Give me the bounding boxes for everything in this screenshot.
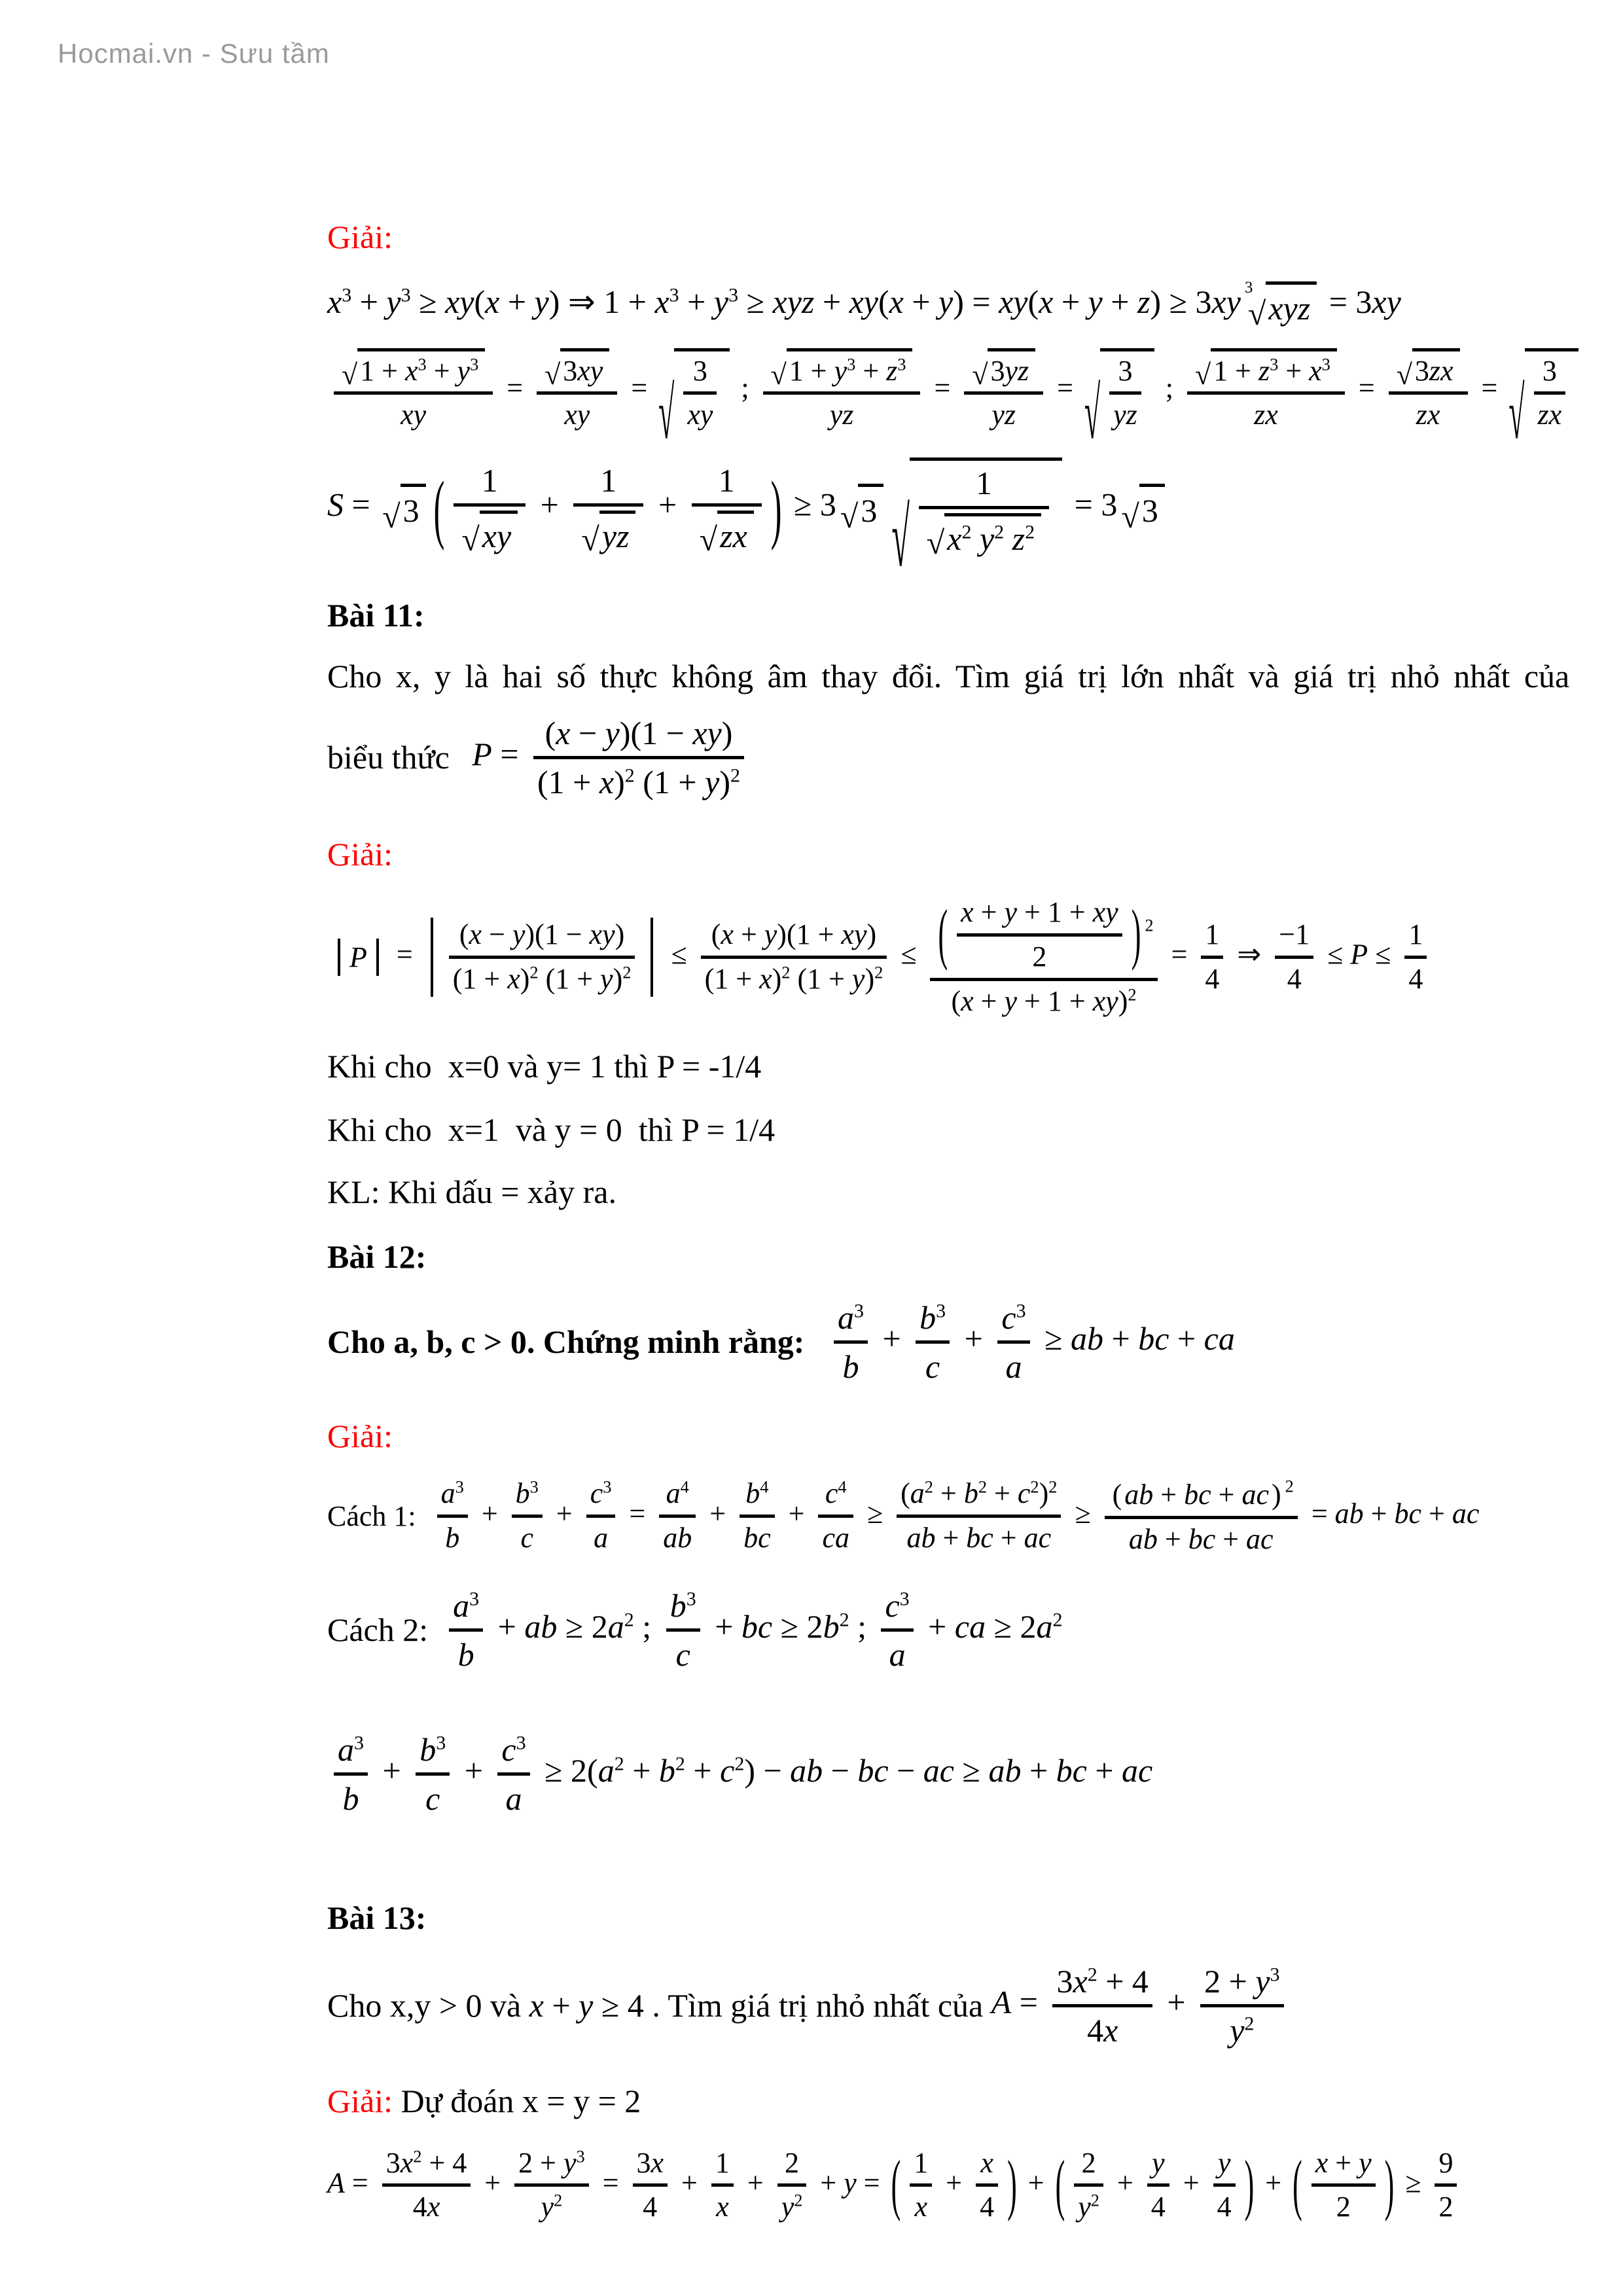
section-heading: Bài 11: (327, 597, 425, 634)
statement-text: Cho a, b, c > 0. Chứng minh rằng: (327, 1323, 813, 1360)
solution-label: Giải: (327, 2082, 393, 2119)
bai11-heading-row (327, 594, 1584, 637)
formula-line: P = (x − y)(1 − xy) $(1 + x)^2$ $(1 + y)^2$ ≤ (x + y)(1 + xy) $(1 + x)^2$ $(1 + y)^2$ ≤ ( x + y + 1 + xy 2 ) $^2$ (x + y + 1 + xy)$^2$ = 1 4 ⇒ −1 4 ≤ P ≤ 1 4 (327, 895, 1433, 1018)
bai11-expression-row (327, 713, 1584, 802)
statement-text: Cho x,y > 0 và (327, 1986, 529, 2024)
bai12-final-row (327, 1730, 1584, 1818)
solution10-label-row (327, 216, 1584, 259)
bai11-case1-row (327, 1045, 1584, 1088)
formula-line: $a^3$ b + ab ≥ $2a^2$ ; $b^3$ c + bc ≥ $2b^2$ ; $c^3$ a + ca ≥ $2a^2$ (442, 1586, 1062, 1674)
expression-formula: P = (x − y)(1 − xy) $(1 + x)^2$ $(1 + y)^2$ (472, 713, 751, 802)
statement-condition: x + y ≥ 4 (529, 1986, 644, 2024)
section-heading: Bài 12: (327, 1238, 427, 1275)
bai11-case2-row (327, 1109, 1584, 1151)
solution-label: Giải: (327, 1417, 393, 1454)
method-label: Cách 1: (327, 1500, 416, 1532)
section-heading: Bài 13: (327, 1899, 427, 1936)
solution-label: Giải: (327, 219, 393, 255)
bai12-method2-row (327, 1586, 1584, 1674)
bai12-method1-row (327, 1476, 1584, 1557)
formula-line: √ $1 + x^3 + y^3$ xy = √ 3xy xy = √ 3 xy ; √ $1 + y^3 + z^3$ yz = √ 3yz yz = √ 3 yz ; √ $1 + z^3 + x^3$ zx = √ 3zx zx = √ 3 zx (327, 348, 1582, 433)
bai12-solution-label-row (327, 1415, 1584, 1458)
statement-text: Cho x, y là hai số thực không âm thay đổi. Tìm giá trị lớn nhất và giá trị nhỏ nhất của (327, 658, 1570, 695)
bai13-statement-row (327, 1962, 1584, 2050)
bai12-statement-row (327, 1298, 1584, 1386)
case-text: Khi cho x=1 và y = 0 thì P = 1/4 (327, 1111, 776, 1148)
formula-line: $x^3 + y^3 \ge xy(x + y)$ ⇒ $1 + x^3 + y^3$ ≥ xyz + xy(x + y) = xy(x + y + z) ≥ 3xy 3 √ xyz = 3xy (327, 279, 1401, 332)
solution-label: Giải: (327, 836, 393, 873)
bai11-conclusion-row (327, 1171, 1584, 1213)
solution10-line1-row (327, 281, 1584, 330)
bai12-heading-row (327, 1236, 1584, 1278)
formula-line: A = $3x^2 + 4$ 4x + $2 + y^3$ $y^2$ = 3x 4 + 1 x + 2 $y^2$ + y = ( 1 x + x 4 ) + ( 2 $y^2$ + y 4 + y 4 ) + ( x + y 2 ) ≥ 9 2 (327, 2146, 1463, 2225)
formula-line: $a^3$ b + $b^3$ c + $c^3$ a ≥ $2(a^2 + b^2 + c^2)$ − ab − bc − ac ≥ ab + bc + ac (327, 1730, 1152, 1818)
statement-formula: A = $3x^2 + 4$ 4x + $2 + y^3$ $y^2$ (991, 1962, 1291, 2050)
solution10-line2-row (327, 348, 1584, 454)
bai11-solution-row (327, 895, 1584, 1018)
statement-formula: $a^3$ b + $b^3$ c + $c^3$ a ≥ ab + bc + ca (827, 1298, 1235, 1386)
formula-line: $a^3$ b + $b^3$ c + $c^3$ a = $a^4$ ab + $b^4$ bc + $c^4$ ca ≥ $(a^2 + b^2 + c^2)^2$ ab + bc + ac ≥ ( ab + bc + ac ) $^2$ ab + bc + ac = ab + bc + ac (431, 1476, 1480, 1557)
statement-text: . Tìm giá trị nhỏ nhất của (643, 1986, 991, 2024)
solution10-line3-row (327, 457, 1584, 583)
conclusion-text: KL: Khi dấu = xảy ra. (327, 1173, 616, 1210)
expression-prefix: biểu thức (327, 739, 458, 776)
bai11-solution-label-row (327, 833, 1584, 876)
bai11-statement-row (327, 655, 1584, 698)
method-label: Cách 2: (327, 1611, 429, 1648)
watermark: Hocmai.vn - Sưu tầm (58, 38, 330, 69)
bai13-heading-row (327, 1897, 1584, 1939)
case-text: Khi cho x=0 và y= 1 thì P = -1/4 (327, 1047, 762, 1085)
solution-note: Dự đoán x = y = 2 (392, 2082, 641, 2119)
bai13-solution-label-row (327, 2080, 1584, 2123)
formula-line: S = √ 3 ( 1 √ xy + 1 √ yz + 1 √ zx ) ≥ 3 √ 3 √ 1 √ $x^2$ $y^2$ $z^2$ = 3 √ 3 (327, 457, 1169, 558)
bai13-solution-row (327, 2146, 1584, 2225)
